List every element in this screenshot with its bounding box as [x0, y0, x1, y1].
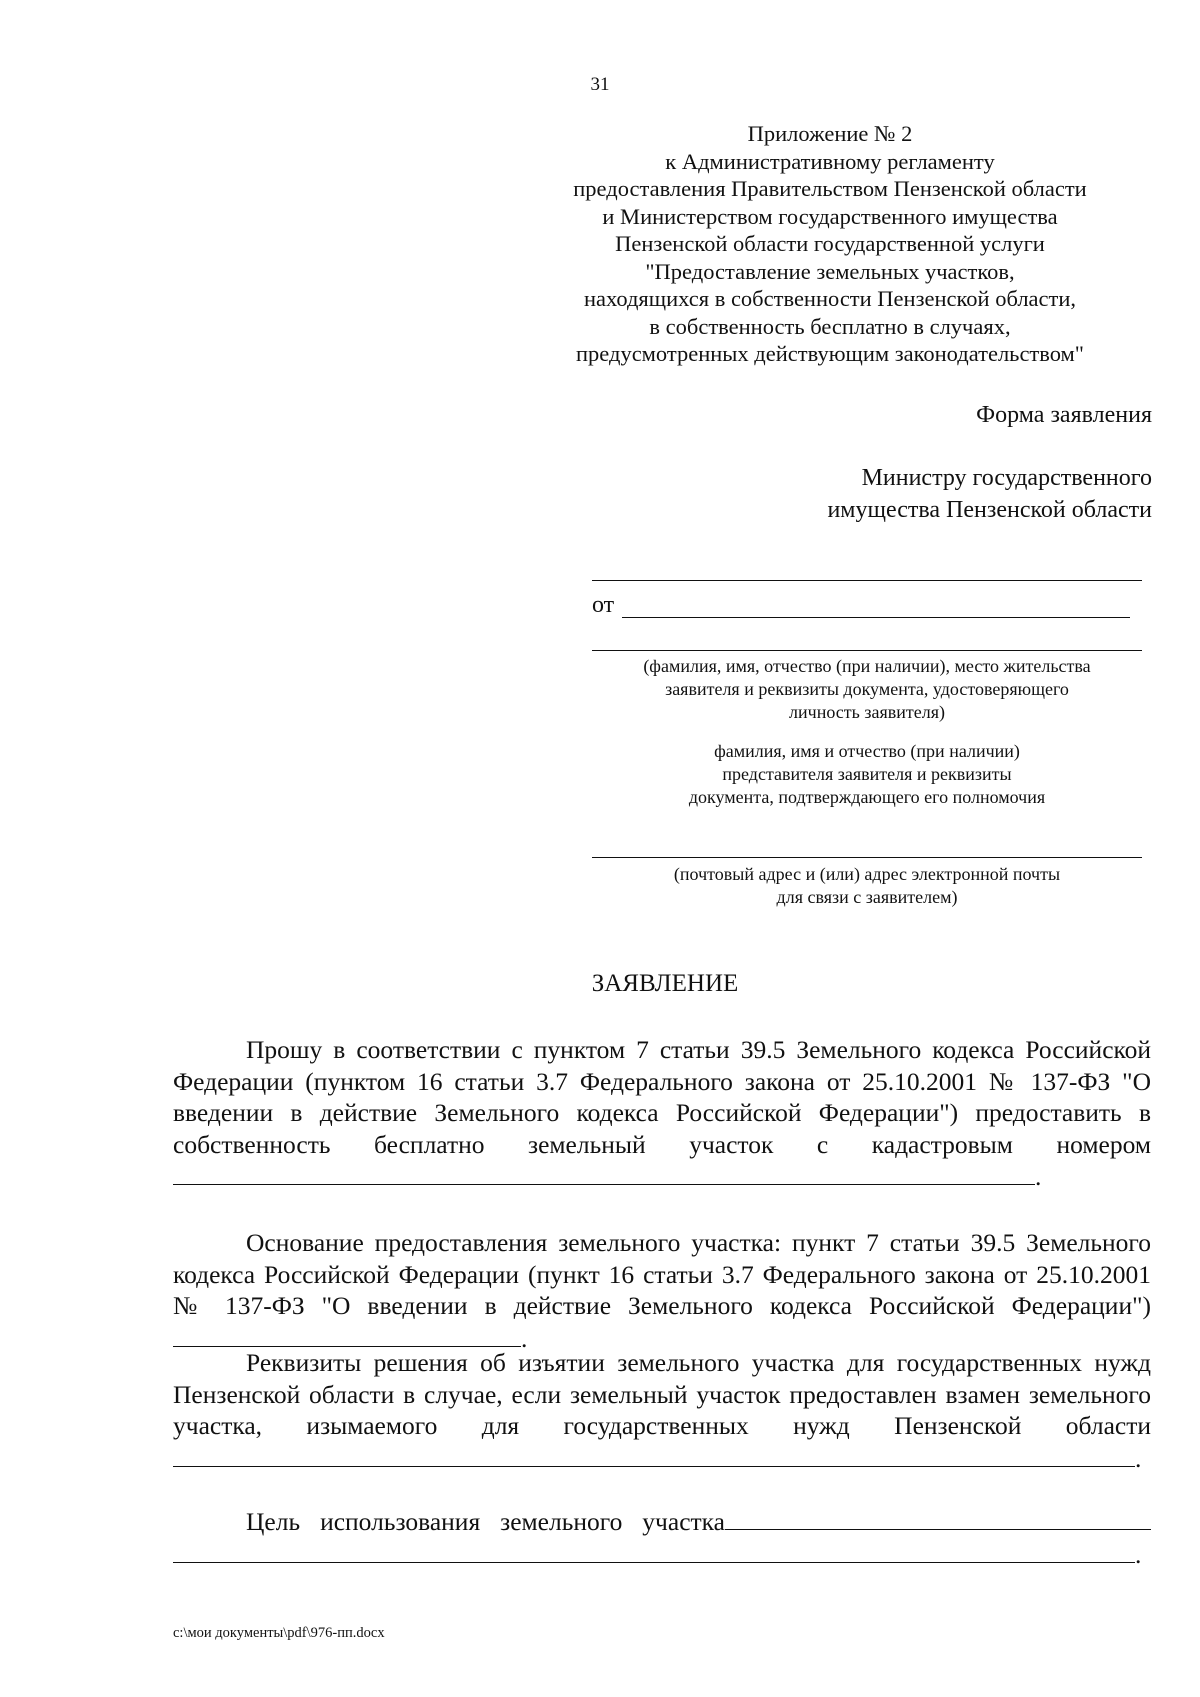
- applicant-hint: [560, 655, 1174, 724]
- hint-line: фамилия, имя и отчество (при наличии): [714, 741, 1020, 761]
- addressee-line: имущества Пензенской области: [827, 497, 1152, 523]
- applicant-blank-line[interactable]: [592, 580, 1142, 581]
- cadastral-number-blank[interactable]: [173, 1160, 1035, 1185]
- appendix-line: предусмотренных действующим законодательством": [576, 341, 1084, 366]
- period: .: [1135, 1443, 1142, 1473]
- addressee-line: Министру государственного: [861, 465, 1152, 491]
- form-label: Форма заявления: [976, 402, 1152, 428]
- purpose-paragraph: [173, 1505, 1151, 1570]
- hint-line: личность заявителя): [789, 702, 945, 722]
- appendix-line: Приложение № 2: [747, 121, 913, 146]
- hint-line: для связи с заявителем): [776, 887, 958, 907]
- paragraph-text: Реквизиты решения об изъятии земельного участка для государственных нужд Пензенской области в случае, если земельный участок предоставлен взамен земельного участка, изымаемого для государственных нужд Пензенской области: [173, 1348, 1151, 1440]
- period: .: [1035, 1162, 1042, 1191]
- representative-hint: [560, 740, 1174, 809]
- addressee: [827, 462, 1152, 526]
- purpose-blank[interactable]: [725, 1505, 1151, 1530]
- appendix-line: "Предоставление земельных участков,: [645, 258, 1015, 284]
- hint-line: (фамилия, имя, отчество (при наличии), место жительства: [643, 656, 1091, 676]
- basis-paragraph: [173, 1227, 1151, 1354]
- appendix-line: и Министерством государственного имущества: [602, 203, 1058, 229]
- seizure-paragraph: [173, 1347, 1151, 1474]
- paragraph-text: Прошу в соответствии с пунктом 7 статьи 39.5 Земельного кодекса Российской Федерации (пунктом 16 статьи 3.7 Федерального закона от 25.10.2001 № 137-ФЗ "О введении в действие Земельного кодекса Российской Федерации") предоставить в собственность бесплатно земельный участок с кадастровым номером: [173, 1035, 1151, 1159]
- basis-blank[interactable]: [173, 1322, 521, 1347]
- appendix-line: к Административному регламенту: [665, 148, 995, 174]
- contact-blank-line[interactable]: [592, 857, 1142, 858]
- hint-line: документа, подтверждающего его полномочия: [688, 787, 1046, 807]
- hint-line: заявителя и реквизиты документа, удостоверяющего: [665, 679, 1069, 699]
- purpose-blank-line-2[interactable]: [173, 1538, 1135, 1563]
- file-path-footer: c:\мои документы\pdf\976-пп.docx: [173, 1625, 385, 1641]
- page-number: 31: [590, 74, 610, 95]
- paragraph-text: Цель использования земельного участка: [246, 1507, 725, 1536]
- period: .: [521, 1323, 528, 1353]
- seizure-details-blank[interactable]: [173, 1442, 1135, 1467]
- document-title: ЗАЯВЛЕНИЕ: [591, 970, 739, 997]
- appendix-line: Пензенской области государственной услуги: [615, 231, 1045, 256]
- appendix-line: находящихся в собственности Пензенской области,: [583, 286, 1077, 311]
- applicant-blank-line[interactable]: [592, 650, 1142, 651]
- hint-line: представителя заявителя и реквизиты: [722, 764, 1012, 784]
- period: .: [1135, 1539, 1142, 1569]
- appendix-header: [540, 120, 1120, 368]
- from-label: от: [592, 592, 615, 618]
- appendix-line: предоставления Правительством Пензенской области: [573, 176, 1087, 201]
- contact-hint: [560, 863, 1174, 909]
- request-paragraph: [173, 1034, 1151, 1193]
- appendix-line: в собственность бесплатно в случаях,: [649, 313, 1011, 339]
- paragraph-text: Основание предоставления земельного участка: пункт 7 статьи 39.5 Земельного кодекса Российской Федерации (пункт 16 статьи 3.7 Федерального закона от 25.10.2001 № 137-ФЗ "О введении в действие Земельного кодекса Российской Федерации"): [173, 1228, 1151, 1320]
- applicant-name-blank-line[interactable]: [622, 617, 1130, 618]
- hint-line: (почтовый адрес и (или) адрес электронной почты: [673, 864, 1061, 884]
